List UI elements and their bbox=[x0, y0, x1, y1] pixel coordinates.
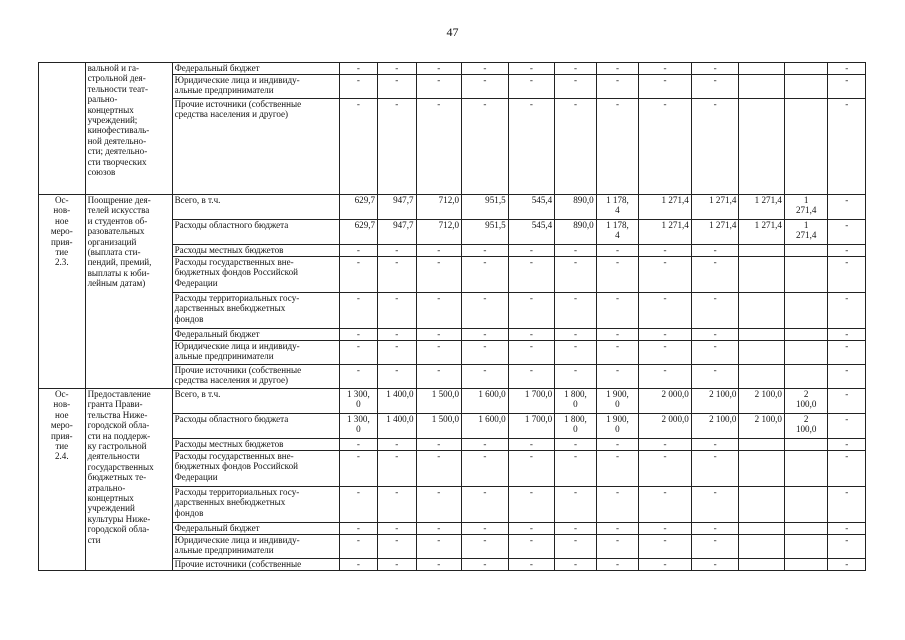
value-cell: - bbox=[339, 245, 377, 257]
value-cell: - bbox=[828, 535, 866, 559]
value-cell: - bbox=[378, 257, 416, 293]
value-cell: - bbox=[508, 365, 555, 389]
value-cell: 2 100,0 bbox=[739, 414, 785, 439]
value-cell: - bbox=[639, 559, 692, 571]
value-cell: - bbox=[555, 559, 597, 571]
value-cell: - bbox=[339, 559, 377, 571]
value-cell: - bbox=[378, 451, 416, 487]
value-cell: - bbox=[508, 245, 555, 257]
value-cell: - bbox=[339, 487, 377, 523]
funding-source-label: Федеральный бюджет bbox=[172, 523, 339, 535]
value-cell: 629,7 bbox=[339, 220, 377, 245]
value-cell: - bbox=[555, 365, 597, 389]
value-cell bbox=[739, 293, 785, 329]
value-cell: - bbox=[416, 535, 462, 559]
value-cell: - bbox=[339, 439, 377, 451]
value-cell: - bbox=[596, 439, 639, 451]
value-cell: 1 600,0 bbox=[462, 414, 509, 439]
funding-source-label: Юридические лица и индивиду- альные предприниматели bbox=[172, 341, 339, 365]
value-cell: - bbox=[339, 75, 377, 99]
table-row bbox=[39, 195, 866, 220]
value-cell: - bbox=[462, 487, 509, 523]
value-cell bbox=[784, 365, 828, 389]
value-cell: - bbox=[639, 439, 692, 451]
value-cell: 2 000,0 bbox=[639, 414, 692, 439]
value-cell bbox=[739, 75, 785, 99]
funding-source-label: Расходы местных бюджетов bbox=[172, 439, 339, 451]
value-cell: - bbox=[378, 99, 416, 195]
value-cell: - bbox=[596, 451, 639, 487]
value-cell: 2 100,0 bbox=[691, 389, 739, 414]
value-cell: - bbox=[596, 365, 639, 389]
table-row bbox=[39, 389, 866, 414]
measure-title: вальной и га- строльной дея- тельности теат- рально- концертных учреждений; кинофестиваль- ной деятельно- сти; деятельно- сти творческих союзов bbox=[85, 63, 172, 195]
value-cell: - bbox=[508, 523, 555, 535]
value-cell: 1 178, 4 bbox=[596, 195, 639, 220]
value-cell: 1 900, 0 bbox=[596, 414, 639, 439]
value-cell: - bbox=[828, 245, 866, 257]
value-cell: - bbox=[508, 439, 555, 451]
value-cell: - bbox=[378, 75, 416, 99]
value-cell bbox=[739, 535, 785, 559]
value-cell bbox=[739, 487, 785, 523]
value-cell: - bbox=[462, 365, 509, 389]
value-cell bbox=[739, 559, 785, 571]
value-cell: - bbox=[639, 99, 692, 195]
value-cell: - bbox=[462, 75, 509, 99]
value-cell: 1 400,0 bbox=[378, 389, 416, 414]
value-cell bbox=[784, 293, 828, 329]
value-cell: - bbox=[555, 63, 597, 75]
value-cell: - bbox=[691, 523, 739, 535]
value-cell: - bbox=[416, 329, 462, 341]
page-number: 47 bbox=[446, 25, 459, 39]
value-cell: - bbox=[828, 451, 866, 487]
value-cell: - bbox=[828, 341, 866, 365]
measure-code: Ос- нов- ное меро- прия- тие 2.3. bbox=[39, 195, 86, 389]
value-cell: - bbox=[462, 451, 509, 487]
table-row bbox=[39, 63, 866, 75]
value-cell: - bbox=[596, 535, 639, 559]
value-cell: - bbox=[828, 75, 866, 99]
value-cell: 1 800, 0 bbox=[555, 389, 597, 414]
value-cell: - bbox=[639, 487, 692, 523]
value-cell: - bbox=[416, 487, 462, 523]
value-cell bbox=[739, 341, 785, 365]
value-cell bbox=[784, 487, 828, 523]
value-cell: - bbox=[378, 329, 416, 341]
value-cell: 1 700,0 bbox=[508, 414, 555, 439]
value-cell: - bbox=[691, 99, 739, 195]
value-cell: 890,0 bbox=[555, 220, 597, 245]
value-cell: - bbox=[378, 523, 416, 535]
value-cell: - bbox=[691, 245, 739, 257]
value-cell bbox=[739, 523, 785, 535]
value-cell: - bbox=[416, 293, 462, 329]
measure-title: Предоставление гранта Прави- тельства Ниже- городской обла- сти на поддерж- ку гастрольной деятельности государственных бюджетных те- атрально- концертных учреждений культуры Ниже- городской обла- сти bbox=[85, 389, 172, 571]
value-cell: - bbox=[378, 559, 416, 571]
value-cell: - bbox=[828, 99, 866, 195]
value-cell: - bbox=[378, 245, 416, 257]
value-cell: 545,4 bbox=[508, 220, 555, 245]
value-cell: 2 100,0 bbox=[739, 389, 785, 414]
budget-table bbox=[38, 62, 866, 571]
value-cell: - bbox=[555, 245, 597, 257]
value-cell bbox=[784, 257, 828, 293]
value-cell: 951,5 bbox=[462, 195, 509, 220]
value-cell bbox=[784, 559, 828, 571]
funding-source-label: Прочие источники (собственные средства населения и другое) bbox=[172, 99, 339, 195]
value-cell bbox=[739, 451, 785, 487]
value-cell: - bbox=[462, 439, 509, 451]
value-cell: - bbox=[639, 63, 692, 75]
value-cell bbox=[784, 535, 828, 559]
value-cell: - bbox=[691, 329, 739, 341]
funding-source-label: Прочие источники (собственные bbox=[172, 559, 339, 571]
funding-source-label: Юридические лица и индивиду- альные предприниматели bbox=[172, 75, 339, 99]
value-cell: - bbox=[691, 439, 739, 451]
value-cell: - bbox=[639, 329, 692, 341]
value-cell: 545,4 bbox=[508, 195, 555, 220]
value-cell: - bbox=[828, 329, 866, 341]
value-cell bbox=[784, 63, 828, 75]
value-cell: 2 100,0 bbox=[784, 389, 828, 414]
funding-source-label: Всего, в т.ч. bbox=[172, 389, 339, 414]
value-cell: - bbox=[596, 75, 639, 99]
value-cell: 1 271,4 bbox=[691, 220, 739, 245]
value-cell: - bbox=[828, 257, 866, 293]
value-cell: - bbox=[691, 535, 739, 559]
value-cell bbox=[739, 99, 785, 195]
value-cell: - bbox=[596, 99, 639, 195]
value-cell: 1 800, 0 bbox=[555, 414, 597, 439]
value-cell: - bbox=[339, 451, 377, 487]
funding-source-label: Расходы областного бюджета bbox=[172, 414, 339, 439]
value-cell: 712,0 bbox=[416, 220, 462, 245]
value-cell bbox=[739, 439, 785, 451]
value-cell bbox=[739, 245, 785, 257]
funding-source-label: Расходы местных бюджетов bbox=[172, 245, 339, 257]
value-cell: 1 500,0 bbox=[416, 414, 462, 439]
value-cell: - bbox=[828, 523, 866, 535]
value-cell: - bbox=[596, 245, 639, 257]
value-cell: - bbox=[508, 559, 555, 571]
value-cell: - bbox=[462, 293, 509, 329]
value-cell: - bbox=[378, 341, 416, 365]
value-cell: - bbox=[508, 451, 555, 487]
measure-code bbox=[39, 63, 86, 195]
value-cell: - bbox=[691, 341, 739, 365]
funding-source-label: Расходы государственных вне- бюджетных фондов Российской Федерации bbox=[172, 451, 339, 487]
value-cell: - bbox=[462, 257, 509, 293]
value-cell: - bbox=[639, 245, 692, 257]
value-cell: - bbox=[828, 487, 866, 523]
value-cell: 1 400,0 bbox=[378, 414, 416, 439]
value-cell bbox=[739, 329, 785, 341]
value-cell: - bbox=[416, 75, 462, 99]
measure-code: Ос- нов- ное меро- прия- тие 2.4. bbox=[39, 389, 86, 571]
value-cell: - bbox=[462, 559, 509, 571]
value-cell: - bbox=[828, 220, 866, 245]
value-cell: - bbox=[691, 75, 739, 99]
value-cell bbox=[784, 245, 828, 257]
value-cell: - bbox=[691, 257, 739, 293]
value-cell: - bbox=[596, 523, 639, 535]
value-cell: - bbox=[508, 63, 555, 75]
value-cell: - bbox=[416, 245, 462, 257]
value-cell: - bbox=[639, 535, 692, 559]
value-cell: - bbox=[828, 63, 866, 75]
value-cell: 2 000,0 bbox=[639, 389, 692, 414]
value-cell: - bbox=[339, 99, 377, 195]
value-cell: - bbox=[416, 99, 462, 195]
value-cell: - bbox=[462, 535, 509, 559]
value-cell: - bbox=[691, 487, 739, 523]
value-cell: - bbox=[596, 559, 639, 571]
value-cell: - bbox=[639, 523, 692, 535]
value-cell: - bbox=[555, 535, 597, 559]
value-cell: - bbox=[462, 523, 509, 535]
value-cell: - bbox=[555, 293, 597, 329]
funding-source-label: Прочие источники (собственные средства населения и другое) bbox=[172, 365, 339, 389]
value-cell: - bbox=[639, 75, 692, 99]
value-cell: - bbox=[596, 487, 639, 523]
value-cell: - bbox=[508, 329, 555, 341]
value-cell: - bbox=[639, 451, 692, 487]
value-cell: - bbox=[378, 487, 416, 523]
value-cell: - bbox=[339, 365, 377, 389]
value-cell: - bbox=[416, 257, 462, 293]
value-cell: 1 900, 0 bbox=[596, 389, 639, 414]
value-cell: - bbox=[416, 439, 462, 451]
value-cell: 947,7 bbox=[378, 195, 416, 220]
value-cell: - bbox=[639, 365, 692, 389]
value-cell: - bbox=[339, 293, 377, 329]
value-cell: - bbox=[555, 75, 597, 99]
funding-source-label: Расходы государственных вне- бюджетных фондов Российской Федерации bbox=[172, 257, 339, 293]
value-cell: - bbox=[416, 365, 462, 389]
value-cell: - bbox=[596, 257, 639, 293]
funding-source-label: Юридические лица и индивиду- альные предприниматели bbox=[172, 535, 339, 559]
value-cell bbox=[784, 99, 828, 195]
value-cell: - bbox=[828, 195, 866, 220]
value-cell: - bbox=[596, 329, 639, 341]
value-cell: - bbox=[378, 293, 416, 329]
value-cell: 1 271,4 bbox=[739, 195, 785, 220]
value-cell: 1 700,0 bbox=[508, 389, 555, 414]
value-cell: 2 100,0 bbox=[691, 414, 739, 439]
funding-source-label: Федеральный бюджет bbox=[172, 63, 339, 75]
value-cell: 1 271,4 bbox=[784, 220, 828, 245]
measure-title: Поощрение дея- телей искусства и студентов об- разовательных организаций (выплата сти- пендий, премий, выплаты к юби- лейным датам) bbox=[85, 195, 172, 389]
value-cell: - bbox=[555, 451, 597, 487]
value-cell: - bbox=[828, 414, 866, 439]
value-cell: - bbox=[416, 523, 462, 535]
value-cell: 951,5 bbox=[462, 220, 509, 245]
value-cell: - bbox=[555, 99, 597, 195]
value-cell: - bbox=[508, 487, 555, 523]
value-cell: - bbox=[828, 365, 866, 389]
value-cell: - bbox=[555, 257, 597, 293]
value-cell: - bbox=[639, 293, 692, 329]
value-cell: 1 271,4 bbox=[639, 220, 692, 245]
value-cell: - bbox=[508, 535, 555, 559]
value-cell: - bbox=[416, 451, 462, 487]
value-cell: - bbox=[555, 439, 597, 451]
value-cell: 947,7 bbox=[378, 220, 416, 245]
value-cell: - bbox=[555, 487, 597, 523]
value-cell: - bbox=[416, 341, 462, 365]
value-cell: 1 178, 4 bbox=[596, 220, 639, 245]
value-cell: 1 271,4 bbox=[639, 195, 692, 220]
value-cell: - bbox=[508, 75, 555, 99]
funding-source-label: Федеральный бюджет bbox=[172, 329, 339, 341]
value-cell: - bbox=[639, 341, 692, 365]
value-cell bbox=[784, 75, 828, 99]
value-cell: - bbox=[339, 329, 377, 341]
value-cell: - bbox=[462, 341, 509, 365]
value-cell: - bbox=[508, 341, 555, 365]
value-cell: - bbox=[339, 341, 377, 365]
value-cell: - bbox=[691, 293, 739, 329]
value-cell: 1 500,0 bbox=[416, 389, 462, 414]
value-cell: 1 600,0 bbox=[462, 389, 509, 414]
value-cell bbox=[784, 523, 828, 535]
value-cell: - bbox=[639, 257, 692, 293]
value-cell: - bbox=[691, 365, 739, 389]
value-cell bbox=[739, 365, 785, 389]
value-cell: - bbox=[462, 245, 509, 257]
value-cell: - bbox=[691, 451, 739, 487]
value-cell: - bbox=[508, 293, 555, 329]
value-cell: 2 100,0 bbox=[784, 414, 828, 439]
value-cell: 629,7 bbox=[339, 195, 377, 220]
value-cell: - bbox=[828, 439, 866, 451]
value-cell bbox=[784, 451, 828, 487]
value-cell: - bbox=[596, 63, 639, 75]
value-cell: - bbox=[378, 439, 416, 451]
value-cell bbox=[784, 341, 828, 365]
value-cell: - bbox=[508, 99, 555, 195]
value-cell: - bbox=[596, 293, 639, 329]
value-cell: - bbox=[416, 559, 462, 571]
value-cell: 1 271,4 bbox=[784, 195, 828, 220]
value-cell: - bbox=[555, 329, 597, 341]
value-cell: - bbox=[828, 293, 866, 329]
value-cell: 1 300, 0 bbox=[339, 389, 377, 414]
value-cell: - bbox=[339, 63, 377, 75]
value-cell: - bbox=[416, 63, 462, 75]
value-cell: - bbox=[378, 535, 416, 559]
funding-source-label: Расходы территориальных госу- дарственных внебюджетных фондов bbox=[172, 293, 339, 329]
value-cell: 1 300, 0 bbox=[339, 414, 377, 439]
value-cell: 1 271,4 bbox=[691, 195, 739, 220]
value-cell: - bbox=[378, 365, 416, 389]
funding-source-label: Всего, в т.ч. bbox=[172, 195, 339, 220]
value-cell bbox=[739, 63, 785, 75]
value-cell bbox=[739, 257, 785, 293]
value-cell: - bbox=[691, 63, 739, 75]
value-cell: - bbox=[462, 329, 509, 341]
value-cell: 712,0 bbox=[416, 195, 462, 220]
value-cell: - bbox=[555, 523, 597, 535]
value-cell: - bbox=[339, 257, 377, 293]
value-cell: - bbox=[508, 257, 555, 293]
value-cell bbox=[784, 329, 828, 341]
funding-source-label: Расходы областного бюджета bbox=[172, 220, 339, 245]
value-cell: 890,0 bbox=[555, 195, 597, 220]
value-cell: 1 271,4 bbox=[739, 220, 785, 245]
value-cell: - bbox=[339, 535, 377, 559]
value-cell: - bbox=[378, 63, 416, 75]
value-cell: - bbox=[691, 559, 739, 571]
value-cell: - bbox=[596, 341, 639, 365]
value-cell: - bbox=[828, 389, 866, 414]
value-cell: - bbox=[462, 99, 509, 195]
funding-source-label: Расходы территориальных госу- дарственных внебюджетных фондов bbox=[172, 487, 339, 523]
value-cell: - bbox=[828, 559, 866, 571]
value-cell: - bbox=[462, 63, 509, 75]
value-cell: - bbox=[339, 523, 377, 535]
value-cell bbox=[784, 439, 828, 451]
value-cell: - bbox=[555, 341, 597, 365]
